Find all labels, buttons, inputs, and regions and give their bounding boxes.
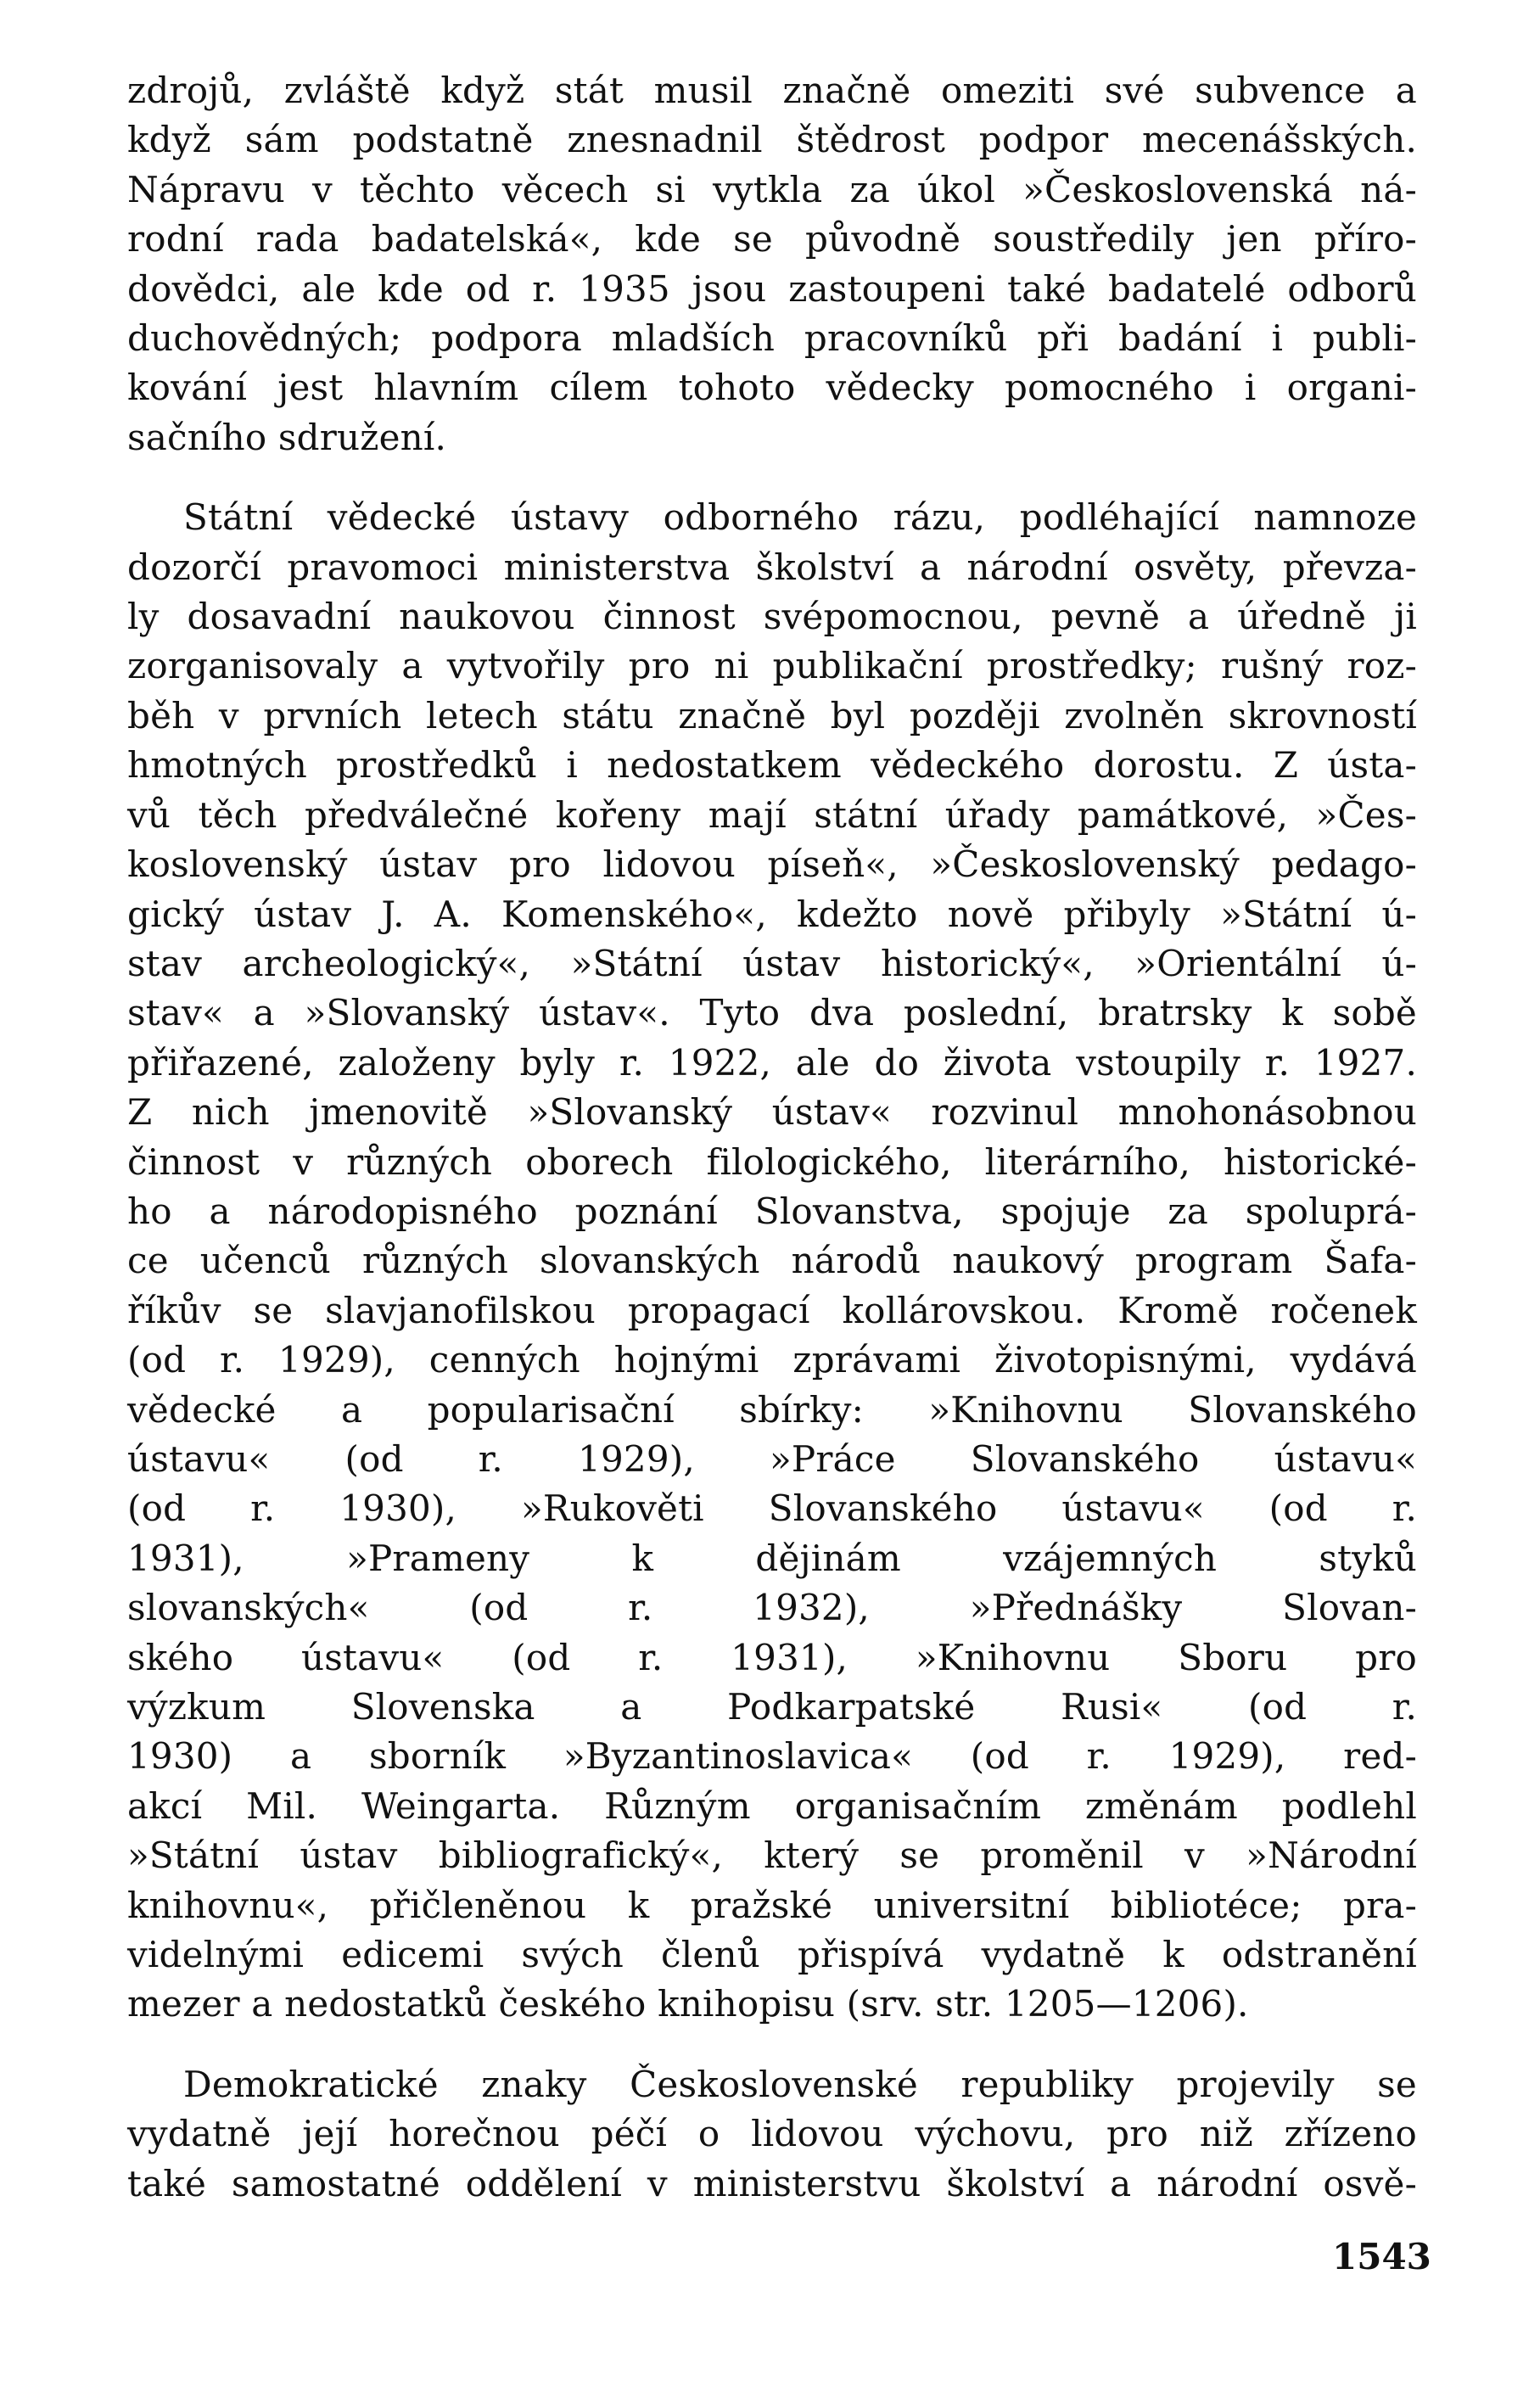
- text-line: gický ústav J. A. Komenského«, kdežto nově přibyly »Státní ú-: [127, 893, 1417, 935]
- text-line: Státní vědecké ústavy odborného rázu, podléhající namnoze: [183, 496, 1417, 539]
- text-line: zorganisovaly a vytvořily pro ni publikační prostředky; rušný roz-: [127, 645, 1417, 687]
- text-line: ského ústavu« (od r. 1931), »Knihovnu Sboru pro: [127, 1636, 1417, 1678]
- text-line: Demokratické znaky Československé republiky projevily se: [183, 2063, 1417, 2105]
- text-line: knihovnu«, přičleněnou k pražské universitní bibliotéce; pra-: [127, 1884, 1417, 1926]
- text-line: duchovědných; podpora mladších pracovníků při badání i publi-: [127, 317, 1417, 360]
- text-line: hmotných prostředků i nedostatkem vědeckého dorostu. Z ústa-: [127, 744, 1417, 787]
- text-line: stav« a »Slovanský ústav«. Tyto dva poslední, bratrsky k sobě: [127, 992, 1417, 1034]
- paragraph-1: [127, 66, 1417, 462]
- page-body: [127, 66, 1417, 2209]
- page-number: 1543: [1332, 2236, 1431, 2277]
- text-line: přiřazené, založeny byly r. 1922, ale do života vstoupily r. 1927.: [127, 1041, 1417, 1084]
- text-line: říkův se slavjanofilskou propagací kollárovskou. Kromě ročenek: [127, 1289, 1417, 1331]
- text-line: akcí Mil. Weingarta. Různým organisačním změnám podlehl: [127, 1784, 1417, 1827]
- text-line: videlnými edicemi svých členů přispívá vydatně k odstranění: [127, 1934, 1417, 1976]
- text-line: kování jest hlavním cílem tohoto vědecky pomocného i organi-: [127, 367, 1417, 409]
- text-line: (od r. 1930), »Rukověti Slovanského ústavu« (od r.: [127, 1487, 1417, 1530]
- text-line: sačního sdružení.: [127, 416, 447, 458]
- text-line: Z nich jmenovitě »Slovanský ústav« rozvinul mnohonásobnou: [127, 1091, 1417, 1134]
- text-line: běh v prvních letech státu značně byl později zvolněn skrovností: [127, 694, 1417, 737]
- text-line: ce učenců různých slovanských národů naukový program Šafa-: [127, 1240, 1417, 1282]
- text-line: stav archeologický«, »Státní ústav historický«, »Orientální ú-: [127, 942, 1417, 984]
- text-line: 1931), »Prameny k dějinám vzájemných styků: [127, 1537, 1417, 1579]
- text-line: dozorčí pravomoci ministerstva školství a národní osvěty, převza-: [127, 546, 1417, 588]
- text-line: výzkum Slovenska a Podkarpatské Rusi« (od r.: [127, 1686, 1417, 1728]
- text-line: koslovenský ústav pro lidovou píseň«, »Československý pedago-: [127, 843, 1417, 886]
- text-line: (od r. 1929), cenných hojnými zprávami životopisnými, vydává: [127, 1339, 1417, 1381]
- text-line: vů těch předválečné kořeny mají státní úřady památkové, »Čes-: [127, 793, 1417, 836]
- text-line: když sám podstatně znesnadnil štědrost podpor mecenášských.: [127, 119, 1417, 161]
- text-line: vydatně její horečnou péčí o lidovou výchovu, pro niž zřízeno: [127, 2113, 1417, 2155]
- text-line: ho a národopisného poznání Slovanstva, spojuje za spoluprá-: [127, 1190, 1417, 1232]
- text-line: také samostatné oddělení v ministerstvu školství a národní osvě-: [127, 2162, 1417, 2204]
- text-line: mezer a nedostatků českého knihopisu (srv. str. 1205—1206).: [127, 1983, 1249, 2025]
- text-line: zdrojů, zvláště když stát musil značně omeziti své subvence a: [127, 70, 1417, 111]
- text-line: slovanských« (od r. 1932), »Přednášky Slovan-: [127, 1587, 1417, 1629]
- paragraph-3: [127, 2060, 1417, 2209]
- text-line: vědecké a popularisační sbírky: »Knihovnu Slovanského: [127, 1388, 1417, 1431]
- text-line: ústavu« (od r. 1929), »Práce Slovanského ústavu«: [127, 1437, 1417, 1480]
- paragraph-gap: [127, 462, 1417, 493]
- text-line: »Státní ústav bibliografický«, který se proměnil v »Národní: [127, 1834, 1417, 1877]
- text-line: dovědci, ale kde od r. 1935 jsou zastoupeni také badatelé odborů: [127, 267, 1417, 310]
- paragraph-gap: [127, 2030, 1417, 2060]
- text-line: rodní rada badatelská«, kde se původně soustředily jen příro-: [127, 218, 1417, 260]
- text-line: ly dosavadní naukovou činnost svépomocnou, pevně a úředně ji: [127, 596, 1417, 638]
- paragraph-2: [127, 493, 1417, 2030]
- text-line: činnost v různých oborech filologického, literárního, historické-: [127, 1140, 1417, 1183]
- text-line: Nápravu v těchto věcech si vytkla za úkol »Československá ná-: [127, 168, 1417, 210]
- text-line: 1930) a sborník »Byzantinoslavica« (od r. 1929), red-: [127, 1735, 1417, 1778]
